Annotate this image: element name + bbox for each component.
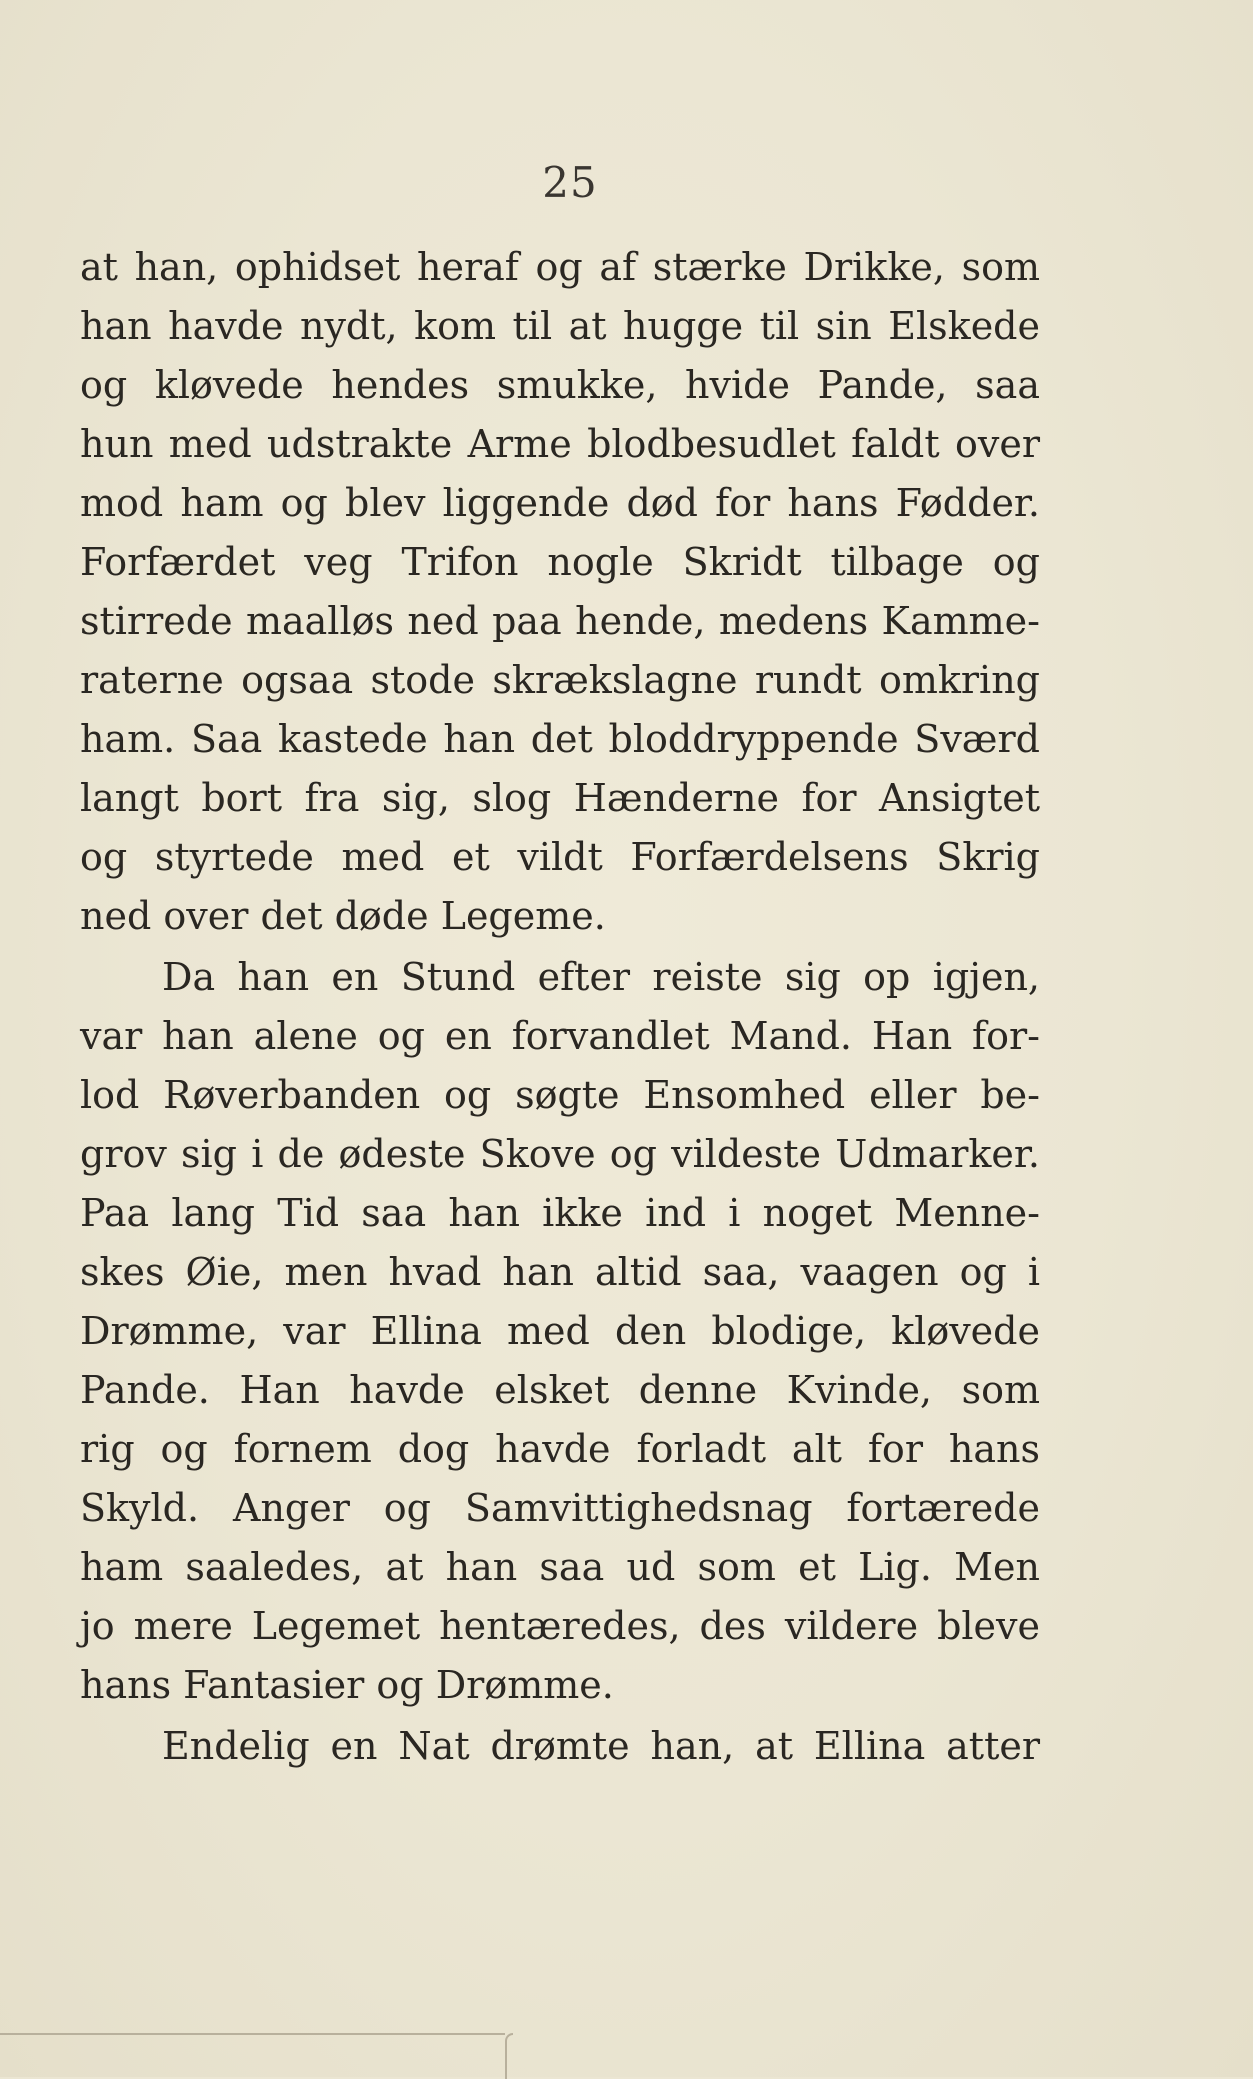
text-line: lod Røverbanden og søgte Ensomhed eller be- <box>80 1073 1040 1117</box>
bottom-rule-corner <box>505 2033 513 2079</box>
text-line: grov sig i de ødeste Skove og vildeste Udmarker. <box>80 1132 1040 1176</box>
text-line: raterne ogsaa stode skrækslagne rundt omkring <box>80 658 1040 702</box>
text-line: han havde nydt, kom til at hugge til sin Elskede <box>80 304 1040 348</box>
bottom-rule <box>0 2033 505 2035</box>
text-line: rig og fornem dog havde forladt alt for hans <box>80 1427 1040 1471</box>
text-line: hun med udstrakte Arme blodbesudlet faldt over <box>80 422 1040 466</box>
text-line: og styrtede med et vildt Forfærdelsens Skrig <box>80 835 1040 879</box>
text-line: ned over det døde Legeme. <box>80 894 606 938</box>
text-line: at han, ophidset heraf og af stærke Drikke, som <box>80 245 1040 289</box>
text-line: ham saaledes, at han saa ud som et Lig. Men <box>80 1545 1040 1589</box>
text-line: Pande. Han havde elsket denne Kvinde, som <box>80 1368 1040 1412</box>
text-line: hans Fantasier og Drømme. <box>80 1663 614 1707</box>
text-line: Endelig en Nat drømte han, at Ellina atter <box>162 1724 1040 1768</box>
text-line: var han alene og en forvandlet Mand. Han for- <box>80 1014 1040 1058</box>
text-line: Paa lang Tid saa han ikke ind i noget Menne- <box>80 1191 1040 1235</box>
text-line: langt bort fra sig, slog Hænderne for Ansigtet <box>80 776 1040 820</box>
text-line: ham. Saa kastede han det bloddryppende Sværd <box>80 717 1040 761</box>
text-line: Skyld. Anger og Samvittighedsnag fortærede <box>80 1486 1040 1530</box>
body-text <box>80 238 1040 1776</box>
page-number: 25 <box>542 158 598 207</box>
text-line: Drømme, var Ellina med den blodige, kløvede <box>80 1309 1040 1353</box>
text-line: og kløvede hendes smukke, hvide Pande, saa <box>80 363 1040 407</box>
text-line: Forfærdet veg Trifon nogle Skridt tilbage og <box>80 540 1040 584</box>
text-line: Da han en Stund efter reiste sig op igjen, <box>162 955 1040 999</box>
text-line: jo mere Legemet hentæredes, des vildere bleve <box>80 1604 1040 1648</box>
text-line: stirrede maalløs ned paa hende, medens Kamme- <box>80 599 1040 643</box>
text-line: skes Øie, men hvad han altid saa, vaagen og i <box>80 1250 1040 1294</box>
text-line: mod ham og blev liggende død for hans Fødder. <box>80 481 1040 525</box>
